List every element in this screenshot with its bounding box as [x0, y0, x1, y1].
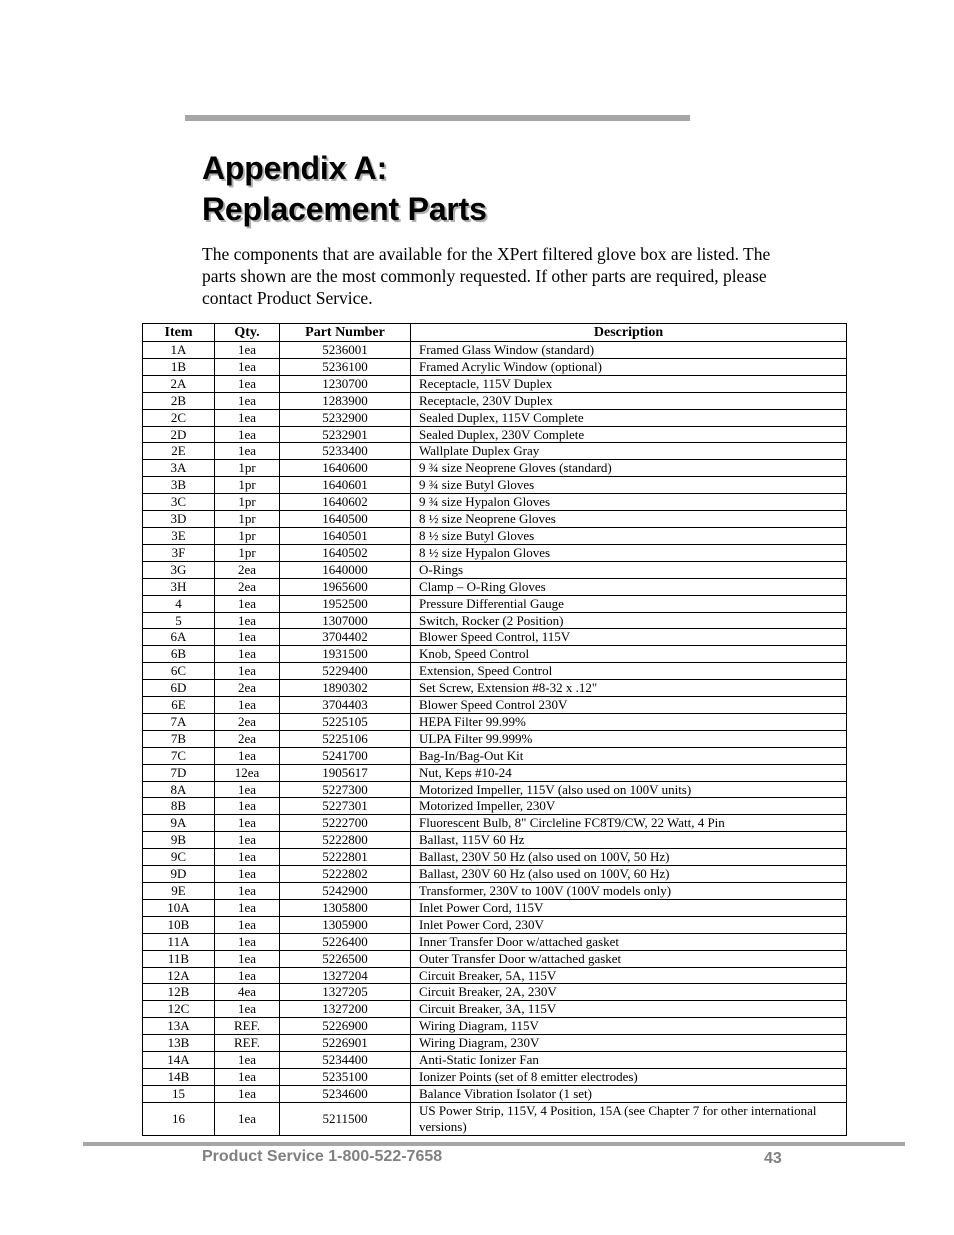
footer-contact: Product Service 1-800-522-7658 — [202, 1148, 443, 1165]
title-line-1: Appendix A: — [202, 150, 388, 186]
cell-description: Framed Glass Window (standard) — [411, 342, 847, 359]
cell-description: Sealed Duplex, 115V Complete — [411, 409, 847, 426]
cell-item: 1A — [143, 342, 215, 359]
cell-description: Knob, Speed Control — [411, 646, 847, 663]
cell-item: 1B — [143, 358, 215, 375]
cell-qty: 1ea — [215, 832, 280, 849]
cell-item: 10A — [143, 899, 215, 916]
cell-description: Wiring Diagram, 230V — [411, 1035, 847, 1052]
cell-part-number: 1640602 — [280, 494, 411, 511]
table-row — [143, 595, 847, 612]
table-row — [143, 1068, 847, 1085]
cell-item: 3F — [143, 544, 215, 561]
cell-part-number: 5226900 — [280, 1018, 411, 1035]
table-row — [143, 561, 847, 578]
cell-part-number: 5211500 — [280, 1102, 411, 1135]
cell-description: Wallplate Duplex Gray — [411, 443, 847, 460]
table-row — [143, 883, 847, 900]
cell-qty: 1ea — [215, 781, 280, 798]
cell-item: 8B — [143, 798, 215, 815]
cell-part-number: 1305900 — [280, 916, 411, 933]
table-row — [143, 984, 847, 1001]
cell-qty: 1ea — [215, 342, 280, 359]
cell-part-number: 1965600 — [280, 578, 411, 595]
table-row — [143, 578, 847, 595]
cell-item: 10B — [143, 916, 215, 933]
cell-description: Pressure Differential Gauge — [411, 595, 847, 612]
cell-part-number: 5234400 — [280, 1052, 411, 1069]
table-row — [143, 866, 847, 883]
cell-qty: 1ea — [215, 950, 280, 967]
cell-description: Extension, Speed Control — [411, 663, 847, 680]
header-item: Item — [143, 324, 215, 342]
cell-item: 3E — [143, 527, 215, 544]
cell-item: 8A — [143, 781, 215, 798]
parts-table — [142, 323, 847, 1136]
cell-item: 9C — [143, 849, 215, 866]
cell-description: Framed Acrylic Window (optional) — [411, 358, 847, 375]
cell-part-number: 5222802 — [280, 866, 411, 883]
table-row — [143, 849, 847, 866]
bottom-rule — [83, 1142, 905, 1146]
cell-qty: 1ea — [215, 1001, 280, 1018]
cell-description: Fluorescent Bulb, 8" Circleline FC8T9/CW, 22 Watt, 4 Pin — [411, 815, 847, 832]
cell-item: 12A — [143, 967, 215, 984]
table-row — [143, 663, 847, 680]
table-row — [143, 1035, 847, 1052]
table-row — [143, 815, 847, 832]
cell-item: 12B — [143, 984, 215, 1001]
table-row — [143, 358, 847, 375]
cell-description: US Power Strip, 115V, 4 Position, 15A (see Chapter 7 for other international versions) — [411, 1102, 847, 1135]
cell-item: 12C — [143, 1001, 215, 1018]
cell-qty: 1ea — [215, 392, 280, 409]
cell-part-number: 1283900 — [280, 392, 411, 409]
cell-item: 11B — [143, 950, 215, 967]
cell-item: 9A — [143, 815, 215, 832]
cell-item: 13B — [143, 1035, 215, 1052]
cell-item: 7C — [143, 747, 215, 764]
cell-description: 9 ¾ size Hypalon Gloves — [411, 494, 847, 511]
table-row — [143, 646, 847, 663]
cell-qty: 1pr — [215, 460, 280, 477]
cell-part-number: 5229400 — [280, 663, 411, 680]
cell-description: Receptacle, 230V Duplex — [411, 392, 847, 409]
table-row — [143, 511, 847, 528]
cell-qty: 1ea — [215, 866, 280, 883]
cell-item: 6C — [143, 663, 215, 680]
cell-item: 2C — [143, 409, 215, 426]
cell-description: Ballast, 115V 60 Hz — [411, 832, 847, 849]
cell-item: 7D — [143, 764, 215, 781]
table-row — [143, 375, 847, 392]
cell-part-number: 3704403 — [280, 697, 411, 714]
cell-description: Blower Speed Control, 115V — [411, 629, 847, 646]
table-row — [143, 544, 847, 561]
table-row — [143, 832, 847, 849]
cell-qty: 2ea — [215, 730, 280, 747]
cell-item: 3B — [143, 477, 215, 494]
table-row — [143, 781, 847, 798]
cell-qty: 1pr — [215, 494, 280, 511]
table-row — [143, 612, 847, 629]
cell-part-number: 5226400 — [280, 933, 411, 950]
cell-description: Inlet Power Cord, 115V — [411, 899, 847, 916]
cell-part-number: 1905617 — [280, 764, 411, 781]
cell-item: 6E — [143, 697, 215, 714]
cell-item: 9E — [143, 883, 215, 900]
cell-description: 8 ½ size Neoprene Gloves — [411, 511, 847, 528]
cell-description: Blower Speed Control 230V — [411, 697, 847, 714]
table-row — [143, 1018, 847, 1035]
cell-description: Switch, Rocker (2 Position) — [411, 612, 847, 629]
cell-item: 4 — [143, 595, 215, 612]
cell-description: O-Rings — [411, 561, 847, 578]
header-description: Description — [411, 324, 847, 342]
cell-qty: 1pr — [215, 544, 280, 561]
cell-part-number: 5234600 — [280, 1085, 411, 1102]
cell-part-number: 1305800 — [280, 899, 411, 916]
cell-part-number: 5236001 — [280, 342, 411, 359]
cell-qty: 2ea — [215, 713, 280, 730]
cell-item: 16 — [143, 1102, 215, 1135]
cell-part-number: 1640601 — [280, 477, 411, 494]
table-row — [143, 342, 847, 359]
cell-qty: REF. — [215, 1035, 280, 1052]
header-qty: Qty. — [215, 324, 280, 342]
table-row — [143, 629, 847, 646]
cell-description: Nut, Keps #10-24 — [411, 764, 847, 781]
page-number: 43 — [764, 1150, 782, 1167]
cell-description: Circuit Breaker, 5A, 115V — [411, 967, 847, 984]
table-row — [143, 933, 847, 950]
cell-qty: 1pr — [215, 477, 280, 494]
cell-qty: 4ea — [215, 984, 280, 1001]
table-row — [143, 899, 847, 916]
page-title — [202, 148, 487, 230]
cell-part-number: 5227300 — [280, 781, 411, 798]
cell-item: 7B — [143, 730, 215, 747]
cell-qty: 1ea — [215, 1085, 280, 1102]
cell-item: 3C — [143, 494, 215, 511]
cell-part-number: 1327200 — [280, 1001, 411, 1018]
cell-description: Balance Vibration Isolator (1 set) — [411, 1085, 847, 1102]
table-row — [143, 798, 847, 815]
cell-description: 9 ¾ size Neoprene Gloves (standard) — [411, 460, 847, 477]
top-rule — [185, 115, 690, 121]
cell-qty: 1ea — [215, 798, 280, 815]
cell-qty: 1pr — [215, 527, 280, 544]
cell-description: Receptacle, 115V Duplex — [411, 375, 847, 392]
cell-qty: 1ea — [215, 899, 280, 916]
cell-description: 8 ½ size Butyl Gloves — [411, 527, 847, 544]
cell-part-number: 1640502 — [280, 544, 411, 561]
cell-description: Outer Transfer Door w/attached gasket — [411, 950, 847, 967]
table-row — [143, 527, 847, 544]
cell-item: 6B — [143, 646, 215, 663]
cell-item: 2D — [143, 426, 215, 443]
cell-item: 5 — [143, 612, 215, 629]
table-row — [143, 494, 847, 511]
cell-description: Clamp – O-Ring Gloves — [411, 578, 847, 595]
cell-description: 9 ¾ size Butyl Gloves — [411, 477, 847, 494]
cell-description: 8 ½ size Hypalon Gloves — [411, 544, 847, 561]
cell-qty: 1ea — [215, 697, 280, 714]
cell-part-number: 5236100 — [280, 358, 411, 375]
cell-part-number: 1640600 — [280, 460, 411, 477]
table-row — [143, 713, 847, 730]
cell-part-number: 5222700 — [280, 815, 411, 832]
header-part-number: Part Number — [280, 324, 411, 342]
cell-description: Inner Transfer Door w/attached gasket — [411, 933, 847, 950]
cell-description: Wiring Diagram, 115V — [411, 1018, 847, 1035]
cell-item: 3D — [143, 511, 215, 528]
cell-item: 3H — [143, 578, 215, 595]
cell-qty: 1ea — [215, 916, 280, 933]
cell-description: Motorized Impeller, 115V (also used on 100V units) — [411, 781, 847, 798]
cell-qty: 1ea — [215, 595, 280, 612]
cell-qty: 1ea — [215, 646, 280, 663]
cell-description: Anti-Static Ionizer Fan — [411, 1052, 847, 1069]
cell-description: Set Screw, Extension #8-32 x .12" — [411, 680, 847, 697]
table-row — [143, 1085, 847, 1102]
table-row — [143, 460, 847, 477]
table-row — [143, 950, 847, 967]
cell-part-number: 5227301 — [280, 798, 411, 815]
cell-item: 2B — [143, 392, 215, 409]
cell-qty: 1ea — [215, 612, 280, 629]
cell-description: HEPA Filter 99.99% — [411, 713, 847, 730]
cell-part-number: 5235100 — [280, 1068, 411, 1085]
cell-part-number: 5233400 — [280, 443, 411, 460]
cell-qty: 12ea — [215, 764, 280, 781]
cell-qty: 1ea — [215, 849, 280, 866]
table-body — [143, 342, 847, 1136]
cell-qty: 1ea — [215, 815, 280, 832]
cell-qty: 1ea — [215, 1102, 280, 1135]
cell-part-number: 1640500 — [280, 511, 411, 528]
cell-part-number: 5222800 — [280, 832, 411, 849]
cell-qty: 1ea — [215, 426, 280, 443]
cell-item: 6D — [143, 680, 215, 697]
cell-part-number: 1327205 — [280, 984, 411, 1001]
cell-qty: REF. — [215, 1018, 280, 1035]
cell-qty: 2ea — [215, 561, 280, 578]
cell-item: 14B — [143, 1068, 215, 1085]
cell-part-number: 5232900 — [280, 409, 411, 426]
cell-part-number: 3704402 — [280, 629, 411, 646]
table-row — [143, 1052, 847, 1069]
cell-qty: 1ea — [215, 933, 280, 950]
cell-qty: 1ea — [215, 1068, 280, 1085]
table-row — [143, 967, 847, 984]
table-row — [143, 426, 847, 443]
cell-description: Circuit Breaker, 2A, 230V — [411, 984, 847, 1001]
table-row — [143, 409, 847, 426]
cell-description: Ballast, 230V 50 Hz (also used on 100V, 50 Hz) — [411, 849, 847, 866]
cell-part-number: 5232901 — [280, 426, 411, 443]
table-row — [143, 730, 847, 747]
cell-item: 15 — [143, 1085, 215, 1102]
cell-qty: 1ea — [215, 409, 280, 426]
cell-part-number: 1230700 — [280, 375, 411, 392]
cell-description: Transformer, 230V to 100V (100V models only) — [411, 883, 847, 900]
cell-part-number: 1640000 — [280, 561, 411, 578]
table-row — [143, 1102, 847, 1135]
cell-item: 14A — [143, 1052, 215, 1069]
cell-qty: 1ea — [215, 663, 280, 680]
intro-paragraph: The components that are available for the XPert filtered glove box are listed. The parts shown are the most commonly requested. If other parts are required, please contact Product Service. — [202, 244, 771, 308]
table-row — [143, 392, 847, 409]
cell-description: Circuit Breaker, 3A, 115V — [411, 1001, 847, 1018]
cell-description: Sealed Duplex, 230V Complete — [411, 426, 847, 443]
cell-item: 9B — [143, 832, 215, 849]
cell-item: 2A — [143, 375, 215, 392]
cell-description: Ballast, 230V 60 Hz (also used on 100V, 60 Hz) — [411, 866, 847, 883]
cell-part-number: 5241700 — [280, 747, 411, 764]
cell-part-number: 5225105 — [280, 713, 411, 730]
cell-description: Inlet Power Cord, 230V — [411, 916, 847, 933]
table-row — [143, 477, 847, 494]
table-row — [143, 1001, 847, 1018]
cell-part-number: 5226901 — [280, 1035, 411, 1052]
cell-description: Ionizer Points (set of 8 emitter electrodes) — [411, 1068, 847, 1085]
cell-qty: 1ea — [215, 629, 280, 646]
cell-item: 6A — [143, 629, 215, 646]
cell-qty: 1ea — [215, 883, 280, 900]
cell-item: 9D — [143, 866, 215, 883]
cell-qty: 1ea — [215, 747, 280, 764]
cell-part-number: 1931500 — [280, 646, 411, 663]
cell-item: 7A — [143, 713, 215, 730]
table-header-row — [143, 324, 847, 342]
cell-part-number: 1307000 — [280, 612, 411, 629]
table-row — [143, 697, 847, 714]
cell-item: 11A — [143, 933, 215, 950]
table-row — [143, 764, 847, 781]
cell-part-number: 5225106 — [280, 730, 411, 747]
cell-description: ULPA Filter 99.999% — [411, 730, 847, 747]
cell-item: 13A — [143, 1018, 215, 1035]
cell-item: 3A — [143, 460, 215, 477]
cell-item: 3G — [143, 561, 215, 578]
table-row — [143, 747, 847, 764]
title-line-2: Replacement Parts — [202, 191, 487, 227]
cell-part-number: 1640501 — [280, 527, 411, 544]
cell-qty: 2ea — [215, 578, 280, 595]
cell-part-number: 5222801 — [280, 849, 411, 866]
cell-part-number: 5226500 — [280, 950, 411, 967]
cell-qty: 2ea — [215, 680, 280, 697]
table-row — [143, 680, 847, 697]
cell-qty: 1pr — [215, 511, 280, 528]
cell-qty: 1ea — [215, 375, 280, 392]
cell-qty: 1ea — [215, 1052, 280, 1069]
cell-qty: 1ea — [215, 443, 280, 460]
cell-qty: 1ea — [215, 967, 280, 984]
table-row — [143, 443, 847, 460]
cell-item: 2E — [143, 443, 215, 460]
cell-part-number: 1890302 — [280, 680, 411, 697]
cell-description: Bag-In/Bag-Out Kit — [411, 747, 847, 764]
table-row — [143, 916, 847, 933]
cell-qty: 1ea — [215, 358, 280, 375]
cell-part-number: 5242900 — [280, 883, 411, 900]
cell-part-number: 1327204 — [280, 967, 411, 984]
cell-part-number: 1952500 — [280, 595, 411, 612]
cell-description: Motorized Impeller, 230V — [411, 798, 847, 815]
